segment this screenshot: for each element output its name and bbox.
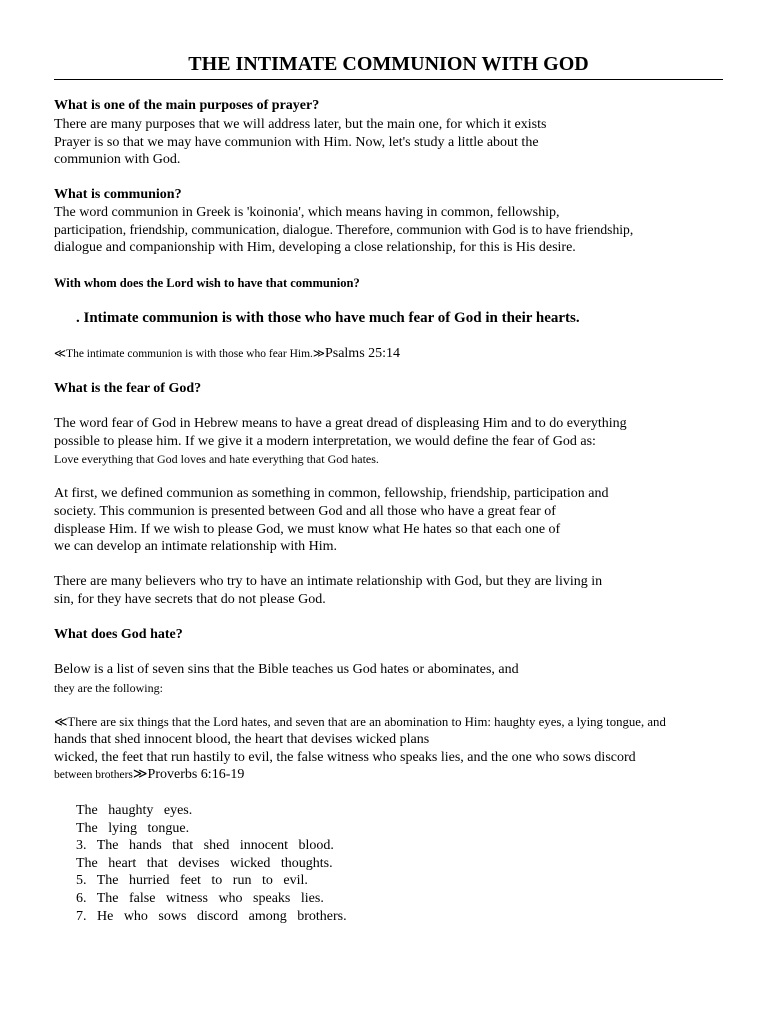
question-fear-of-god: What is the fear of God?	[54, 381, 202, 396]
paragraph-line: The word fear of God in Hebrew means to have a great dread of displeasing Him and to do everything	[54, 416, 627, 431]
question-what-is-communion: What is communion?	[54, 187, 182, 202]
key-point: . Intimate communion is with those who have much fear of God in their hearts.	[76, 310, 580, 326]
paragraph-line: Love everything that God loves and hate everything that God hates.	[54, 452, 379, 466]
title-underline	[54, 79, 723, 80]
scripture-proverbs-line: hands that shed innocent blood, the heart that devises wicked plans	[54, 732, 430, 747]
scripture-text: between brothers	[54, 769, 133, 781]
sin-list-item: 5. The hurried feet to run to evil.	[76, 873, 308, 888]
paragraph-line: society. This communion is presented between God and all those who have a great fear of	[54, 504, 556, 519]
paragraph-line: The word communion in Greek is 'koinonia', which means having in common, fellowship,	[54, 205, 560, 220]
sin-list-item: 6. The false witness who speaks lies.	[76, 891, 324, 906]
sin-list-item: 3. The hands that shed innocent blood.	[76, 838, 334, 853]
question-with-whom: With whom does the Lord wish to have that communion?	[54, 276, 360, 290]
sin-list-item: The heart that devises wicked thoughts.	[76, 856, 333, 871]
scripture-proverbs-line: wicked, the feet that run hastily to evil, the false witness who speaks lies, and the one who sows discord	[54, 750, 636, 765]
paragraph-line: sin, for they have secrets that do not please God.	[54, 592, 326, 607]
sin-list-item: The lying tongue.	[76, 821, 190, 836]
question-purpose-of-prayer: What is one of the main purposes of prayer?	[54, 98, 320, 113]
question-what-god-hates: What does God hate?	[54, 627, 183, 642]
sin-list-item: 7. He who sows discord among brothers.	[76, 909, 347, 924]
paragraph-line: displease Him. If we wish to please God, we must know what He hates so that each one of	[54, 522, 561, 537]
paragraph-line: communion with God.	[54, 152, 181, 167]
scripture-text: ≪The intimate communion is with those who fear Him.≫	[54, 348, 325, 360]
page-title: THE INTIMATE COMMUNION WITH GOD	[188, 53, 589, 75]
scripture-proverbs-line: ≪There are six things that the Lord hates, and seven that are an abomination to Him: haughty eyes, a lying tongue, and	[54, 715, 666, 729]
paragraph-line: participation, friendship, communication, dialogue. Therefore, communion with God is to have friendship,	[54, 222, 634, 237]
paragraph-line: we can develop an intimate relationship with Him.	[54, 539, 338, 554]
sin-list-item: The haughty eyes.	[76, 803, 193, 818]
paragraph-line: There are many believers who try to have an intimate relationship with God, but they are living in	[54, 574, 603, 589]
scripture-reference: Psalms 25:14	[324, 346, 401, 361]
scripture-psalms	[54, 345, 400, 363]
paragraph-line: they are the following:	[54, 681, 163, 695]
paragraph-line: There are many purposes that we will address later, but the main one, for which it exists	[54, 117, 547, 132]
paragraph-line: dialogue and companionship with Him, developing a close relationship, for this is His desire.	[54, 240, 576, 255]
paragraph-line: Below is a list of seven sins that the Bible teaches us God hates or abominates, and	[54, 662, 519, 677]
scripture-reference: ≫Proverbs 6:16-19	[132, 767, 245, 782]
paragraph-line: Prayer is so that we may have communion with Him. Now, let's study a little about the	[54, 135, 539, 150]
paragraph-line: possible to please him. If we give it a modern interpretation, we would define the fear of God as:	[54, 434, 596, 449]
scripture-proverbs-line	[54, 766, 244, 784]
paragraph-line: At first, we defined communion as something in common, fellowship, friendship, participation and	[54, 486, 609, 501]
